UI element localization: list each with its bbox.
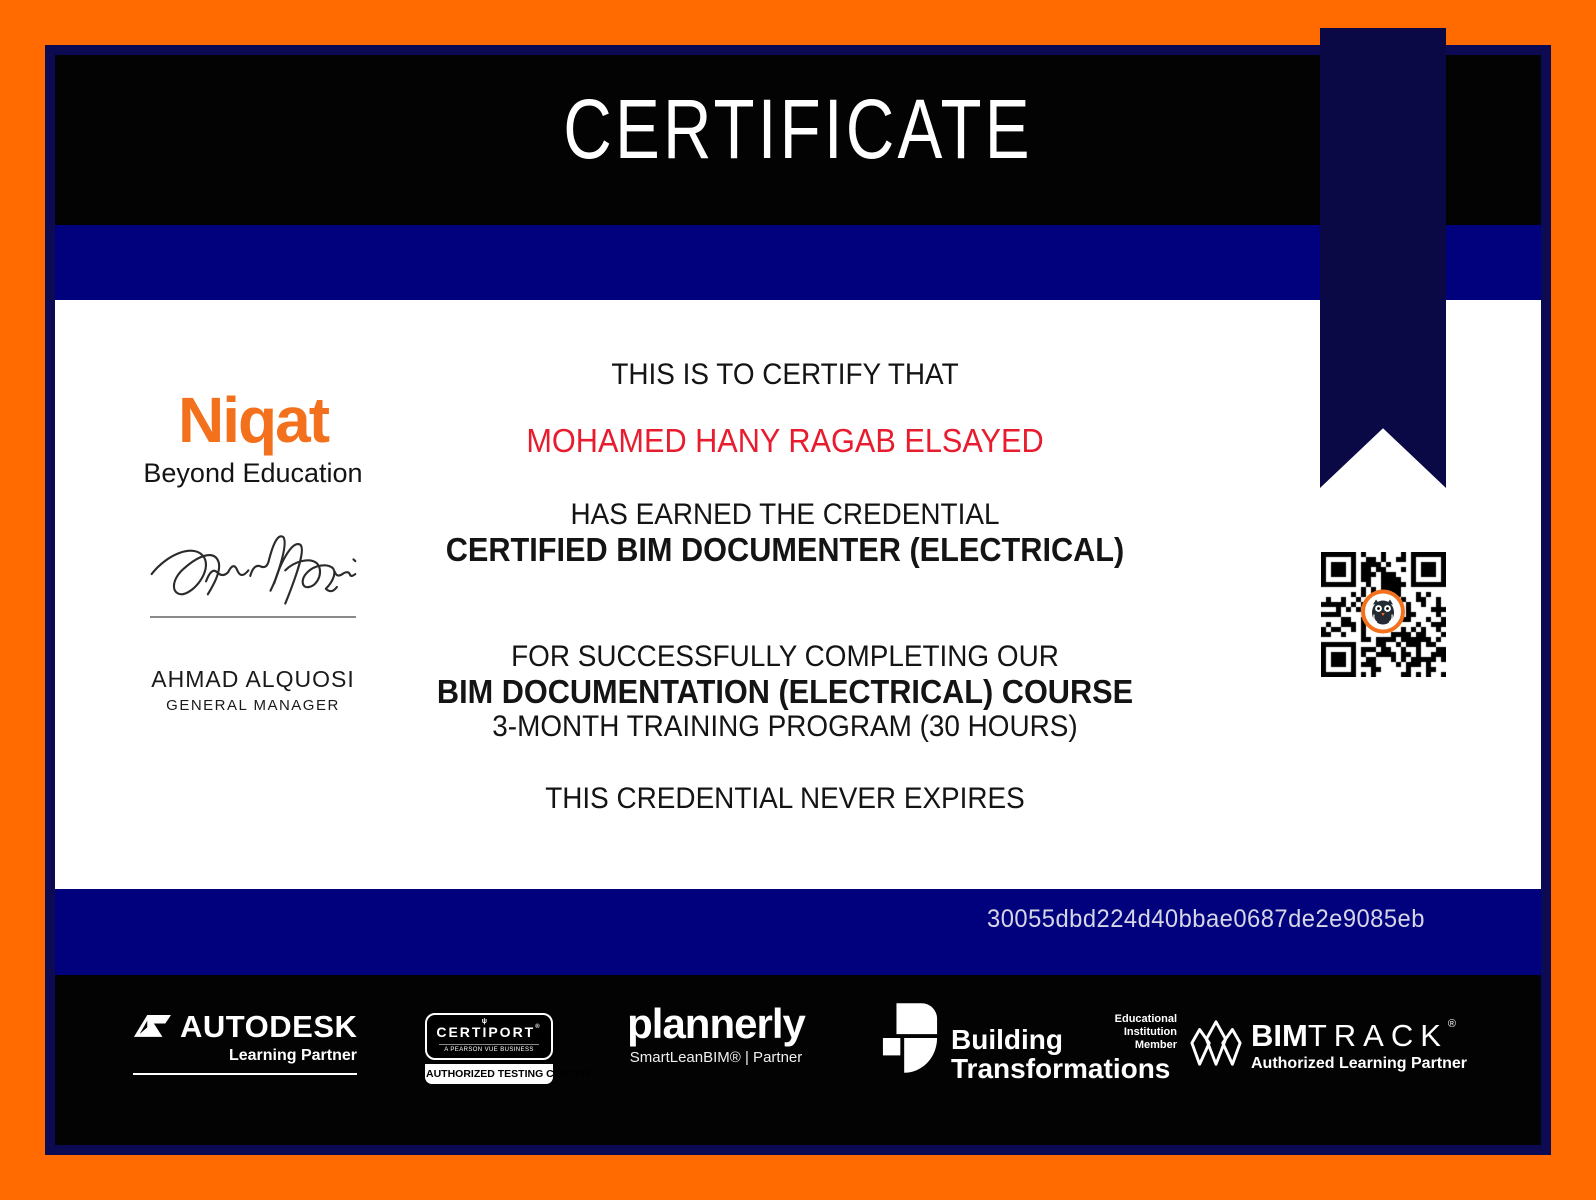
- plannerly-logo: [611, 1000, 821, 1066]
- course-name: BIM DOCUMENTATION (ELECTRICAL) COURSE: [436, 673, 1134, 710]
- qr-code: [1312, 540, 1454, 688]
- building-transformations-logo: [881, 1001, 1177, 1085]
- autodesk-logo: [133, 1009, 357, 1075]
- header-band: [55, 55, 1541, 225]
- certiport-badge: [425, 1013, 553, 1060]
- track-word: TRACK: [1307, 1018, 1448, 1053]
- top-blue-band: [55, 225, 1541, 300]
- signatory-name: AHMAD ALQUOSI: [151, 666, 355, 692]
- expiry-line: THIS CREDENTIAL NEVER EXPIRES: [545, 782, 1025, 815]
- bimtrack-logo: BIMTRACK® Authorized Learning Partner: [1189, 1017, 1467, 1074]
- credential-id: 30055dbd224d40bbae0687de2e9085eb: [987, 905, 1425, 933]
- niqat-owl-mascot-icon: [1360, 589, 1406, 640]
- autodesk-subtitle: Learning Partner: [228, 1047, 357, 1064]
- completing-line: FOR SUCCESSFULLY COMPLETING OUR: [511, 640, 1059, 673]
- bottom-blue-band: [55, 889, 1541, 975]
- certiport-sub: A PEARSON VUE BUSINESS: [439, 1044, 539, 1053]
- certiport-banner: AUTHORIZED TESTING CENTER: [425, 1064, 553, 1084]
- bimtrack-subtitle: Authorized Learning Partner: [1251, 1055, 1468, 1072]
- building-word: Building: [951, 1024, 1063, 1055]
- signatory-title: GENERAL MANAGER: [166, 697, 340, 714]
- earned-line: HAS EARNED THE CREDENTIAL: [570, 498, 1000, 531]
- certificate-title: CERTIFICATE: [563, 82, 1033, 176]
- trident-icon: ψ: [481, 1018, 490, 1025]
- certiport-wordmark: CERT ψ IPORT®: [436, 1018, 542, 1040]
- signature-line: [150, 616, 356, 618]
- program-line: 3-MONTH TRAINING PROGRAM (30 HOURS): [492, 710, 1078, 743]
- partners-footer: [55, 975, 1541, 1145]
- building-transformations-icon: [881, 1001, 939, 1084]
- bookmark-ribbon-icon: [1320, 28, 1446, 488]
- bim-word: BIM: [1251, 1018, 1308, 1053]
- bimtrack-icon: [1189, 1017, 1243, 1074]
- niqat-logo: Niqat: [178, 384, 328, 456]
- certiport-logo: [425, 1013, 590, 1084]
- plannerly-wordmark: plannerly: [627, 1000, 805, 1047]
- transformations-word: Transformations: [951, 1053, 1171, 1085]
- plannerly-subtitle: SmartLeanBIM® | Partner: [629, 1049, 803, 1066]
- credential-name: CERTIFIED BIM DOCUMENTER (ELECTRICAL): [445, 531, 1125, 568]
- certify-line: THIS IS TO CERTIFY THAT: [611, 358, 959, 391]
- autodesk-wordmark: AUTODESK: [180, 1009, 358, 1044]
- recipient-name: MOHAMED HANY RAGAB ELSAYED: [526, 422, 1044, 459]
- building-membership-label: Educational Institution Member: [1114, 1013, 1177, 1052]
- autodesk-a-mark-icon: [133, 1011, 171, 1043]
- niqat-tagline: Beyond Education: [143, 458, 363, 488]
- autodesk-divider: [133, 1073, 357, 1075]
